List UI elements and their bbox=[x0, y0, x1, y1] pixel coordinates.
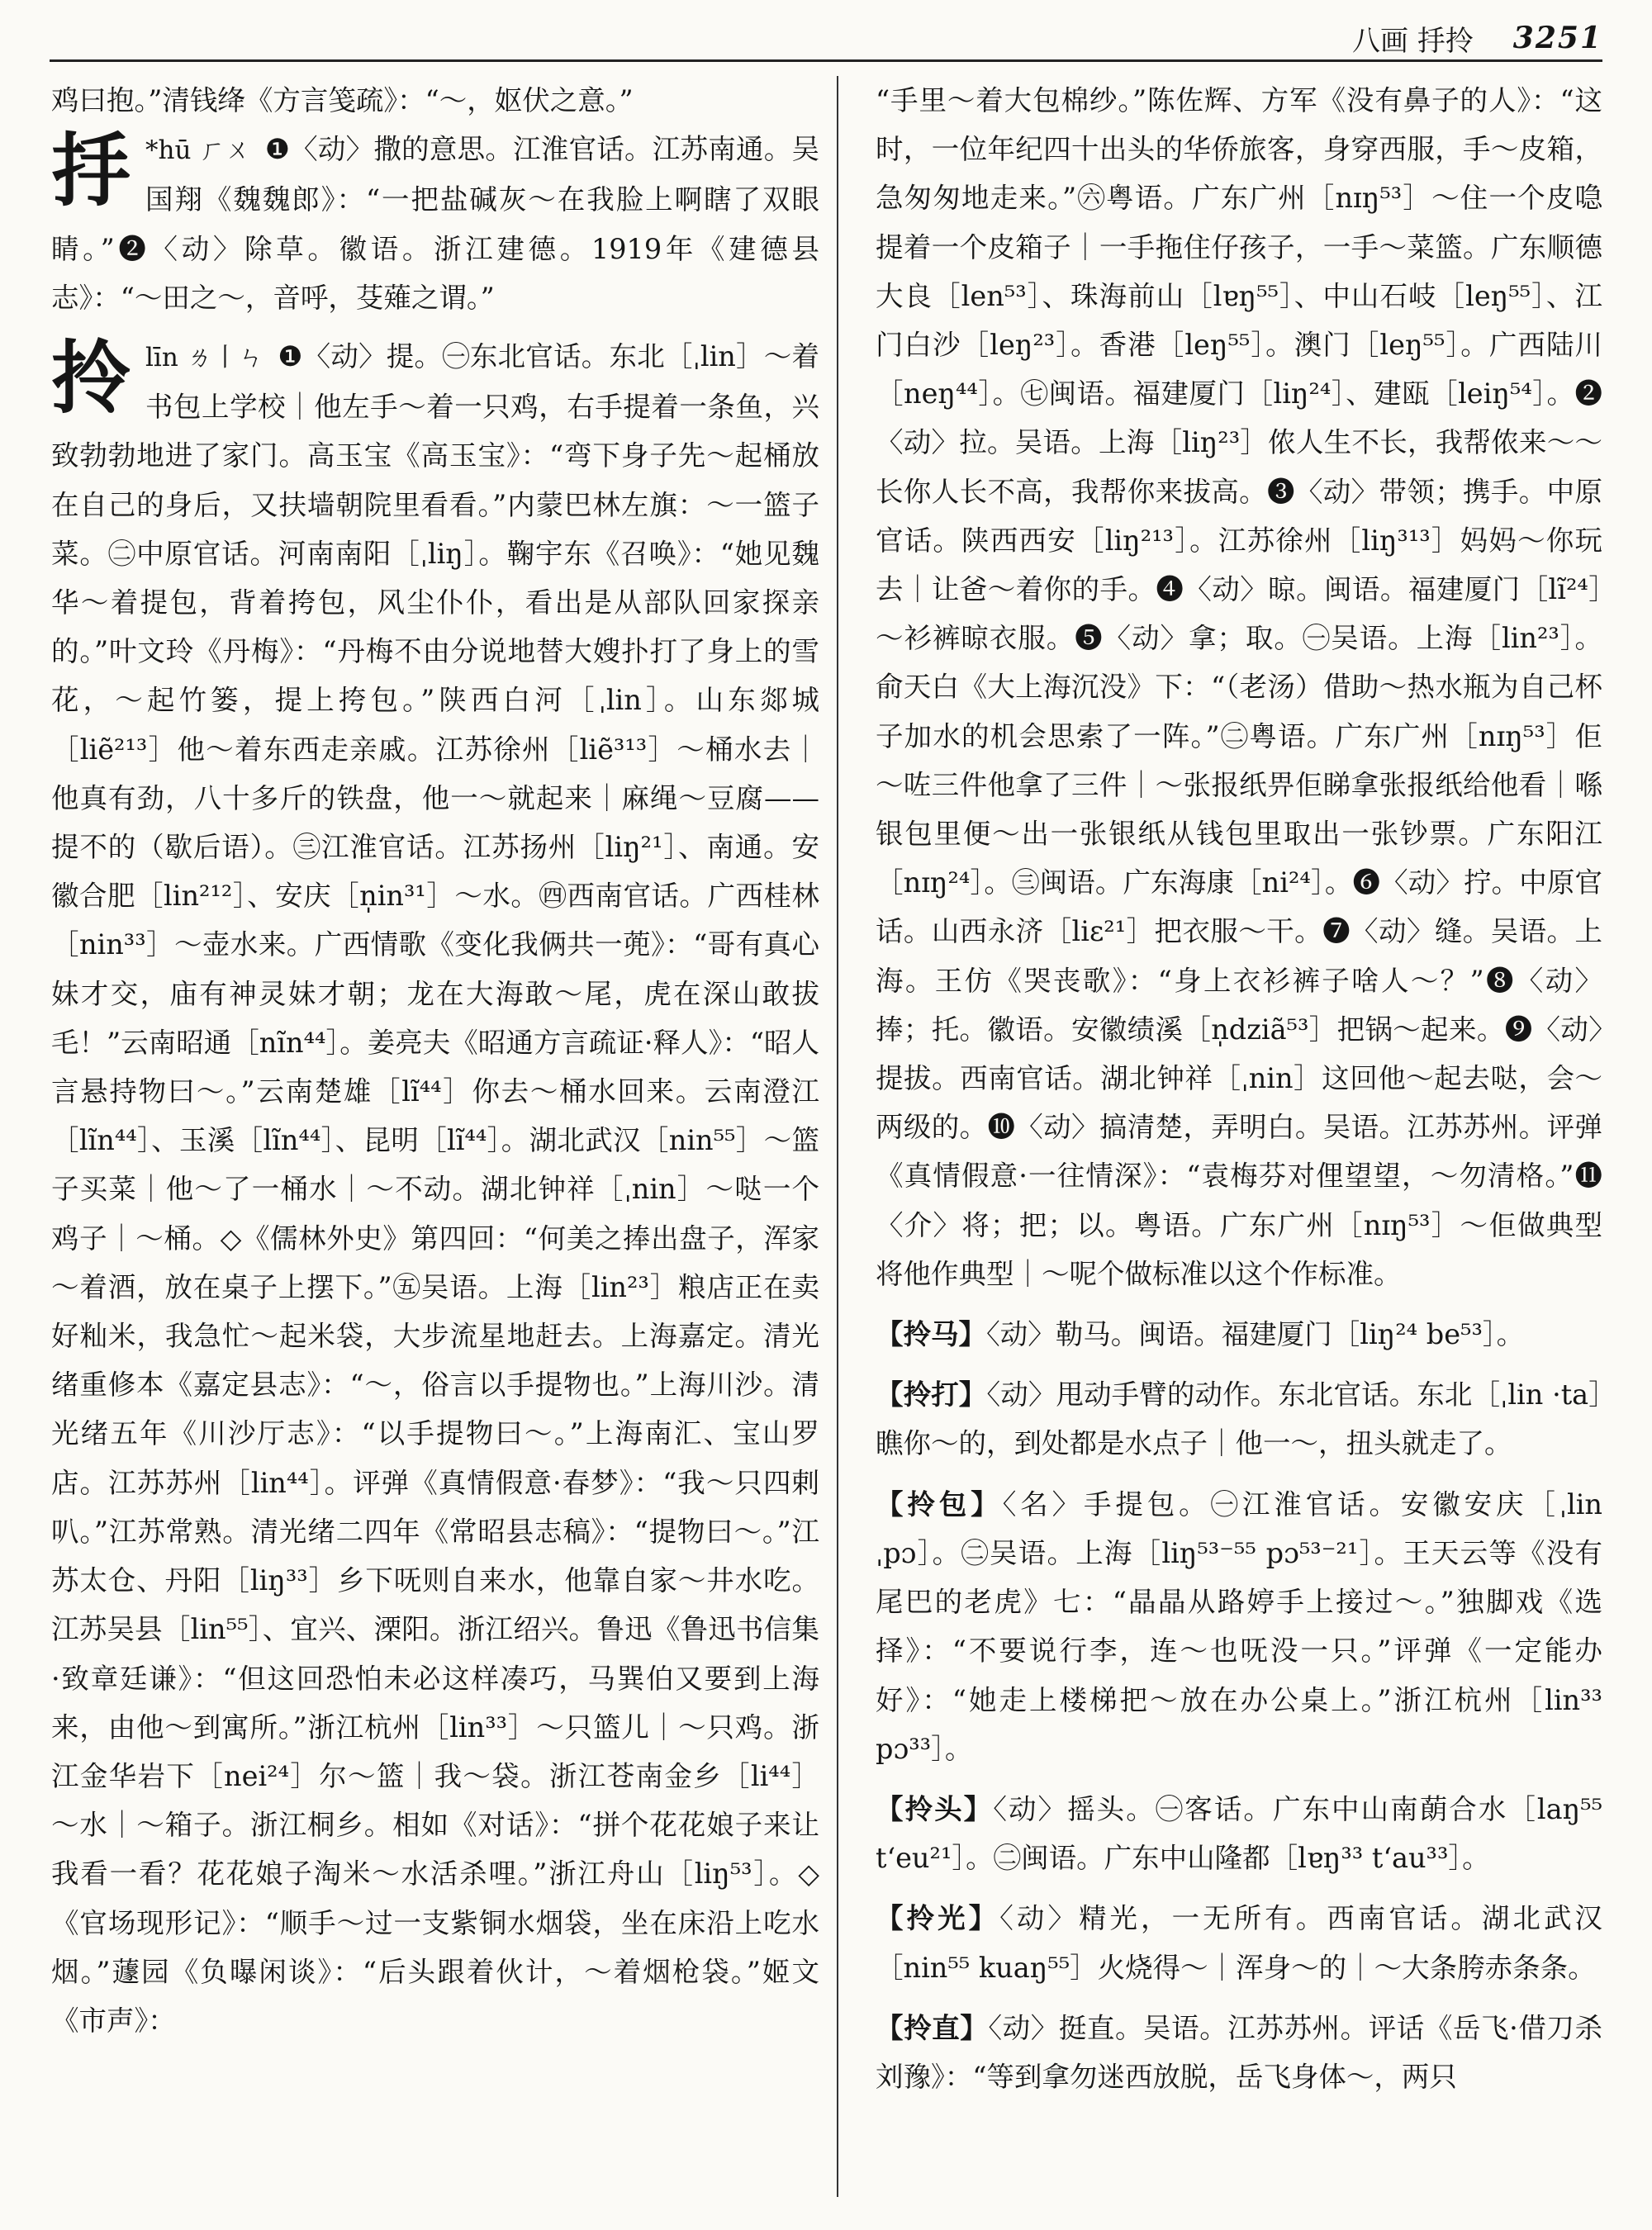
sub-entry-text: 〈动〉精光，一无所有。西南官话。湖北武汉［nin⁵⁵ kuaŋ⁵⁵］火烧得～｜浑身～的｜～大条胯赤条条。 bbox=[876, 1902, 1602, 1984]
sub-entry-head: 【拎光】 bbox=[876, 1902, 1000, 1935]
sub-entry-head: 【拎马】 bbox=[876, 1318, 986, 1351]
sub-entry-head: 【拎直】 bbox=[876, 2011, 989, 2044]
right-column bbox=[876, 76, 1602, 2213]
sub-entry-lin-bao bbox=[876, 1480, 1602, 1773]
sub-entry-text: 〈动〉甩动手臂的动作。东北官话。东北［ˌlin ·ta］瞧你～的，到处都是水点子｜他一～，扭头就走了。 bbox=[876, 1378, 1602, 1460]
entry-hu bbox=[51, 125, 819, 322]
sub-entry-lin-zhi bbox=[876, 2004, 1602, 2101]
section-title: 八画 抙拎 bbox=[1351, 24, 1474, 58]
sub-entry-text: 〈动〉摇头。㊀客话。广东中山南蓢合水［laŋ⁵⁵ t‘eu²¹］。㊁闽语。广东中山隆都［lɐŋ³³ t‘au³³］。 bbox=[876, 1792, 1602, 1875]
continuation-text: “手里～着大包棉纱。”陈佐辉、方军《没有鼻子的人》：“这时，一位年纪四十出头的华侨旅客，身穿西服，手～皮箱，急匆匆地走来。”㊅粤语。广东广州［nɪŋ⁵³］～住一个皮喼提着一个皮箱子｜一手拖住仔孩子，一手～菜篮。广东顺德大良［len⁵³］、珠海前山［lɐŋ⁵⁵］、中山石岐［leŋ⁵⁵］、江门白沙［leŋ²³］。香港［leŋ⁵⁵］。澳门［leŋ⁵⁵］。广西陆川［neŋ⁴⁴］。㊆闽语。福建厦门［liŋ²⁴］、建瓯［leiŋ⁵⁴］。❷〈动〉拉。吴语。上海［liŋ²³］侬人生不长，我帮侬来～～长你人长不高，我帮你来拔高。❸〈动〉带领；携手。中原官话。陕西西安［liŋ²¹³］。江苏徐州［liŋ³¹³］妈妈～你玩去｜让爸～着你的手。❹〈动〉晾。闽语。福建厦门［lĩ²⁴］～衫裤晾衣服。❺〈动〉拿；取。㊀吴语。上海［lin²³］。俞天白《大上海沉没》下：“（老汤）借助～热水瓶为自己杯子加水的机会思索了一阵。”㊁粤语。广东广州［nɪŋ⁵³］佢～咗三件他拿了三件｜～张报纸畀佢睇拿张报纸给他看｜喺银包里便～出一张银纸从钱包里取出一张钞票。广东阳江［nɪŋ²⁴］。㊂闽语。广东海康［ni²⁴］。❻〈动〉拧。中原官话。山西永济［liɛ²¹］把衣服～干。❼〈动〉缝。吴语。上海。王仿《哭丧歌》：“身上衣衫裤子啥人～？”❽〈动〉捧；托。徽语。安徽绩溪［n̩dziã⁵³］把锅～起来。❾〈动〉提拔。西南官话。湖北钟祥［ˌnin］这回他～起去哒，会～两级的。❿〈动〉搞清楚，弄明白。吴语。江苏苏州。评弹《真情假意·一往情深》：“袁梅芬对俚望望，～勿清格。”⓫〈介〉将；把；以。粤语。广东广州［nɪŋ⁵³］～佢做典型将他作典型｜～呢个做标准以这个作标准。 bbox=[876, 84, 1602, 1290]
left-column bbox=[51, 76, 819, 2213]
sub-entry-head: 【拎包】 bbox=[876, 1487, 1003, 1521]
sub-entry-text: 〈动〉挺直。吴语。江苏苏州。评话《岳飞·借刀杀刘豫》：“等到拿勿迷西放脱，岳飞身体～，两只 bbox=[876, 2011, 1602, 2093]
entry-lin bbox=[51, 332, 819, 2045]
definition-text: ❶〈动〉撒的意思。江淮官话。江苏南通。吴国翔《魏魏郎》：“一把盐碱灰～在我脸上啊瞎了双眼睛。”❷〈动〉除草。徽语。浙江建德。1919年《建德县志》：“～田之～，音呼，芟薙之谓。” bbox=[51, 133, 819, 314]
intro-line: 鸡曰抱。”清钱绛《方言笺疏》：“～，妪伏之意。” bbox=[51, 84, 634, 116]
headword: 拎 bbox=[51, 331, 131, 425]
pronunciation: *hū ㄏㄨ bbox=[145, 135, 252, 166]
pronunciation: līn ㄌ丨ㄣ bbox=[145, 343, 264, 373]
page-number: 3251 bbox=[1512, 21, 1602, 55]
sub-entry-text: 〈动〉勒马。闽语。福建厦门［liŋ²⁴ be⁵³］。 bbox=[986, 1318, 1525, 1351]
sub-entry-lin-guang bbox=[876, 1894, 1602, 1991]
entry-spacer bbox=[51, 322, 819, 332]
definition-text: ❶〈动〉提。㊀东北官话。东北［ˌlin］～着书包上学校｜他左手～着一只鸡，右手提着一条鱼，兴致勃勃地进了家门。高玉宝《高玉宝》：“弯下身子先～起桶放在自己的身后，又扶墙朝院里看看。”内蒙巴林左旗：～一篮子菜。㊁中原官话。河南南阳［ˌliŋ］。鞠宇东《召唤》：“她见魏华～着提包，背着挎包，风尘仆仆，看出是从部队回家探亲的。”叶文玲《丹梅》：“丹梅不由分说地替大嫂扑打了身上的雪花，～起竹篓，提上挎包。”陕西白河［ˌlin］。山东郯城［liẽ²¹³］他～着东西走亲戚。江苏徐州［liẽ³¹³］～桶水去｜他真有劲，八十多斤的铁盘，他一～就起来｜麻绳～豆腐——提不的（歇后语）。㊂江淮官话。江苏扬州［liŋ²¹］、南通。安徽合肥［lin²¹²］、安庆［n̩in³¹］～水。㊃西南官话。广西桂林［nin³³］～壶水来。广西情歌《变化我俩共一蔸》：“哥有真心妹才交，庙有神灵妹才朝；龙在大海敢～尾，虎在深山敢拔毛！”云南昭通［nĩn⁴⁴］。姜亮夫《昭通方言疏证·释人》：“昭人言悬持物曰～。”云南楚雄［lĩ⁴⁴］你去～桶水回来。云南澄江［lĩn⁴⁴］、玉溪［lĩn⁴⁴］、昆明［lĩ⁴⁴］。湖北武汉［nin⁵⁵］～篮子买菜｜他～了一桶水｜～不动。湖北钟祥［ˌnin］～哒一个鸡子｜～桶。◇《儒林外史》第四回：“何美之捧出盘子，浑家～着酒，放在桌子上摆下。”㊄吴语。上海［lin²³］粮店正在卖好籼米，我急忙～起米袋，大步流星地赶去。上海嘉定。清光绪重修本《嘉定县志》：“～，俗言以手提物也。”上海川沙。清光绪五年《川沙厅志》：“以手提物曰～。”上海南汇、宝山罗店。江苏苏州［lin⁴⁴］。评弹《真情假意·春梦》：“我～只四剌叭。”江苏常熟。清光绪二四年《常昭县志稿》：“提物曰～。”江苏太仓、丹阳［liŋ³³］乡下呒则自来水，他靠自家～井水吃。江苏吴县［lin⁵⁵］、宜兴、溧阳。浙江绍兴。鲁迅《鲁迅书信集·致章廷谦》：“但这回恐怕未必这样凑巧，马巽伯又要到上海来，由他～到寓所。”浙江杭州［lin³³］～只篮儿｜～只鸡。浙江金华岩下［nei²⁴］尔～篮｜我～袋。浙江苍南金乡［li⁴⁴］～水｜～箱子。浙江桐乡。相如《对话》：“拼个花花娘子来让我看一看？花花娘子淘米～水活杀哩。”浙江舟山［liŋ⁵³］。◇《官场现形记》：“顺手～过一支紫铜水烟袋，坐在床沿上吃水烟。”蘧园《负曝闲谈》：“后头跟着伙计，～着烟枪袋。”姬文《市声》： bbox=[51, 340, 819, 2037]
sub-entry-text: 〈名〉手提包。㊀江淮官话。安徽安庆［ˌlin ˌpɔ］。㊁吴语。上海［liŋ⁵³⁻⁵⁵ pɔ⁵³⁻²¹］。王天云等《没有尾巴的老虎》七：“晶晶从路婷手上接过～。”独脚戏《选择》：“不要说行李，连～也呒没一只。”评弹《一定能办好》：“她走上楼梯把～放在办公桌上。”浙江杭州［lin³³ pɔ³³］。 bbox=[876, 1487, 1602, 1765]
sub-entry-lin-da bbox=[876, 1370, 1602, 1468]
sub-entry-head: 【拎头】 bbox=[876, 1792, 994, 1825]
sub-entry-head: 【拎打】 bbox=[876, 1378, 987, 1412]
sub-entry-lin-ma bbox=[876, 1310, 1602, 1359]
headword: 抙 bbox=[51, 124, 131, 218]
sub-entry-lin-tou bbox=[876, 1785, 1602, 1882]
column-divider bbox=[837, 76, 838, 2197]
page-header bbox=[50, 17, 1602, 62]
